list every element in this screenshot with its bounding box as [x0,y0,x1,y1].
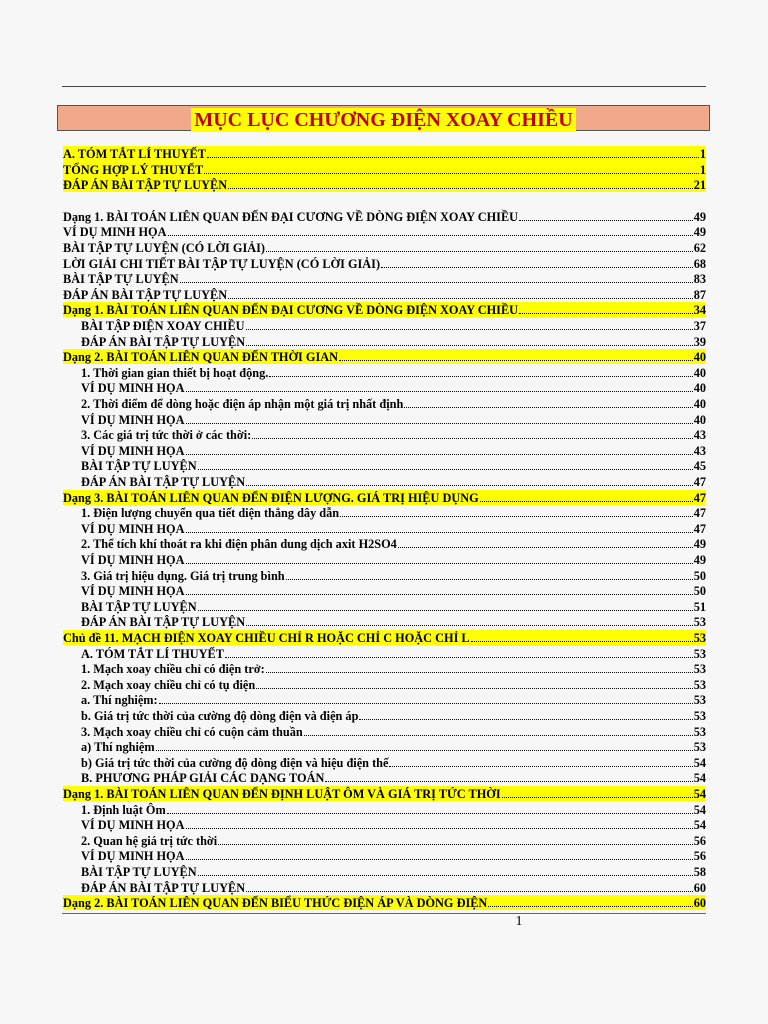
toc-entry-page: 54 [693,818,706,833]
toc-dot-leader [228,177,693,189]
toc-entry[interactable] [63,256,706,271]
toc-entry[interactable] [63,864,706,879]
toc-dot-leader [186,583,693,595]
toc-entry[interactable] [63,209,706,224]
toc-entry-title: 2. Thể tích khí thoát ra khi điện phân dung dịch axit H2SO4 [81,537,397,552]
toc-dot-leader [519,209,693,221]
toc-entry-title: ĐÁP ÁN BÀI TẬP TỰ LUYỆN [81,334,246,349]
toc-entry-title: VÍ DỤ MINH HỌA [81,521,185,536]
toc-entry-page: 47 [693,490,706,505]
toc-entry-title: ĐÁP ÁN BÀI TẬP TỰ LUYỆN [81,880,246,895]
toc-entry-page: 1 [699,162,706,177]
toc-dot-leader [186,380,693,392]
toc-entry-page: 53 [693,677,706,692]
toc-entry[interactable] [63,724,706,739]
toc-entry[interactable] [63,224,706,239]
toc-entry[interactable] [63,630,706,645]
toc-entry-page: 40 [693,412,706,427]
toc-entry-title: 1. Thời gian gian thiết bị hoạt động. [81,365,269,380]
toc-entry[interactable] [63,614,706,629]
toc-entry-title: LỜI GIẢI CHI TIẾT BÀI TẬP TỰ LUYỆN (CÓ LỜI GIẢI) [63,256,381,271]
toc-dot-leader [246,614,693,626]
toc-dot-leader [225,646,693,658]
toc-entry[interactable] [63,583,706,598]
toc-entry[interactable] [63,770,706,785]
toc-entry-title: 2. Mạch xoay chiều chỉ có tụ điện [81,677,256,692]
toc-dot-leader [167,802,693,814]
toc-entry-title: B. PHƯƠNG PHÁP GIẢI CÁC DẠNG TOÁN [81,771,325,786]
toc-entry-title: Dạng 3. BÀI TOÁN LIÊN QUAN ĐẾN ĐIỆN LƯỢNG. GIÁ TRỊ HIỆU DỤNG [63,490,479,505]
toc-entry[interactable] [63,287,706,302]
toc-entry-page: 87 [693,287,706,302]
toc-entry-title: VÍ DỤ MINH HỌA [63,225,167,240]
toc-dot-leader [180,271,693,283]
toc-dot-leader [266,240,693,252]
toc-entry-page: 58 [693,865,706,879]
toc-dot-leader [186,848,693,860]
toc-entry-page: 54 [693,787,706,801]
toc-entry-title: 3. Mạch xoay chiều chỉ có cuộn cảm thuần [81,724,303,739]
toc-entry[interactable] [63,895,706,910]
toc-dot-leader [246,334,693,346]
toc-dot-leader [269,365,692,377]
toc-entry-page: 51 [693,599,706,614]
toc-entry-title: VÍ DỤ MINH HỌA [81,412,185,427]
toc-entry[interactable] [63,817,706,832]
toc-entry-title: TỔNG HỢP LÝ THUYẾT [63,162,204,177]
toc-entry-page: 40 [693,381,706,396]
page-number: 1 [515,914,523,929]
toc-entry[interactable] [63,458,706,473]
toc-entry-page: 54 [693,771,706,786]
toc-dot-leader [256,677,692,689]
toc-entry-title: Dạng 2. BÀI TOÁN LIÊN QUAN ĐẾN THỜI GIAN [63,350,339,365]
toc-entry-title: a) Thí nghiệm [81,740,155,755]
toc-dot-leader [286,568,693,580]
toc-entry-page: 53 [693,615,706,630]
toc-dot-leader [266,661,693,673]
toc-entry-title: Chủ đề 11. MẠCH ĐIỆN XOAY CHIỀU CHỈ R HOẶC CHỈ C HOẶC CHỈ L [63,631,470,645]
toc-dot-leader [198,458,693,470]
toc-entry-page: 43 [693,443,706,458]
toc-entry-page: 50 [693,568,706,583]
toc-entry-title: ĐÁP ÁN BÀI TẬP TỰ LUYỆN [81,475,246,489]
toc-entry-title: 1. Điện lượng chuyển qua tiết diện thẳng dây dẫn [81,506,340,521]
title-banner [57,105,710,131]
toc-entry[interactable] [63,349,706,364]
toc-dot-leader [252,427,692,439]
toc-entry-title: Dạng 2. BÀI TOÁN LIÊN QUAN ĐẾN BIỂU THỨC ĐIỆN ÁP VÀ DÒNG ĐIỆN [63,896,488,911]
toc-entry-title: VÍ DỤ MINH HỌA [81,849,185,864]
toc-entry-page: 47 [693,475,706,489]
toc-entry[interactable] [63,848,706,863]
toc-dot-leader [186,443,693,455]
toc-entry[interactable] [63,646,706,661]
toc-entry[interactable] [63,177,706,192]
toc-entry[interactable] [63,396,706,411]
toc-entry[interactable] [63,552,706,567]
toc-entry[interactable] [63,334,706,349]
toc-entry[interactable] [63,521,706,536]
toc-dot-leader [198,599,693,611]
toc-entry-title: BÀI TẬP TỰ LUYỆN (CÓ LỜI GIẢI) [63,241,266,255]
toc-entry-page: 60 [693,880,706,895]
toc-dot-leader [519,302,693,314]
toc-entry-page: 68 [693,256,706,271]
toc-dot-leader [246,318,693,330]
toc-entry-page: 56 [693,833,706,848]
toc-entry[interactable] [63,146,706,161]
toc-dot-leader [340,505,693,517]
toc-entry[interactable] [63,240,706,255]
toc-entry-page: 56 [693,849,706,864]
toc-entry-title: A. TÓM TẮT LÍ THUYẾT [81,646,224,661]
toc-entry-title: ĐÁP ÁN BÀI TẬP TỰ LUYỆN [63,178,228,193]
toc-entry-title: 2. Quan hệ giá trị tức thời [81,833,218,848]
toc-entry-title: 3. Giá trị hiệu dụng. Giá trị trung bình [81,568,285,583]
toc-entry-page: 53 [693,709,706,723]
toc-entry-title: b) Giá trị tức thời của cường độ dòng điện và hiệu điện thế [81,755,389,770]
toc-dot-leader [404,396,692,408]
toc-dot-leader [207,146,699,158]
toc-dot-leader [246,474,693,486]
toc-dot-leader [502,786,693,798]
toc-entry[interactable] [63,568,706,583]
toc-entry[interactable] [63,162,706,177]
toc-dot-leader [186,412,693,424]
toc-entry-page: 39 [693,334,706,349]
toc-entry-title: BÀI TẬP TỰ LUYỆN [81,459,197,474]
toc-entry-page: 83 [693,272,706,287]
toc-entry-page: 43 [693,428,706,443]
toc-entry[interactable] [63,661,706,676]
toc-entry-title: BÀI TẬP TỰ LUYỆN [63,272,179,287]
toc-entry[interactable] [63,302,706,317]
toc-entry-page: 47 [693,521,706,536]
toc-dot-leader [159,692,693,704]
toc-entry-title: b. Giá trị tức thời của cường độ dòng điện và điện áp [81,709,359,723]
toc-entry[interactable] [63,692,706,707]
toc-entry-title: 2. Thời điểm để dòng hoặc điện áp nhận một giá trị nhất định [81,397,404,411]
toc-dot-leader [304,724,693,736]
toc-dot-leader [186,552,693,564]
toc-entry-title: BÀI TẬP ĐIỆN XOAY CHIỀU [81,319,245,333]
toc-entry[interactable] [63,786,706,801]
toc-entry[interactable] [63,880,706,895]
toc-entry-title: 3. Các giá trị tức thời ở các thời: [81,428,252,443]
toc-entry[interactable] [63,677,706,692]
toc-entry-page: 49 [693,537,706,552]
toc-dot-leader [398,536,693,548]
toc-entry[interactable] [63,599,706,614]
toc-dot-leader [471,630,693,642]
toc-entry[interactable] [63,802,706,817]
toc-entry-page: 34 [693,303,706,318]
toc-entry-title: VÍ DỤ MINH HỌA [81,443,185,458]
toc-entry[interactable] [63,412,706,427]
toc-dot-leader [339,349,693,361]
toc-dot-leader [325,770,692,782]
toc-entry-page: 47 [693,506,706,521]
toc-entry-page: 53 [693,724,706,739]
toc-dot-leader [186,817,693,829]
toc-entry-title: BÀI TẬP TỰ LUYỆN [81,865,197,879]
toc-entry-title: ĐÁP ÁN BÀI TẬP TỰ LUYỆN [81,615,246,630]
toc-dot-leader [168,224,693,236]
toc-entry-page: 53 [693,631,706,645]
toc-entry-page: 54 [693,802,706,817]
toc-entry-title: ĐÁP ÁN BÀI TẬP TỰ LUYỆN [63,287,228,302]
toc-dot-leader [204,162,699,174]
toc-entry-page: 50 [693,584,706,599]
toc-entry-title: VÍ DỤ MINH HỌA [81,553,185,567]
toc-entry-page: 53 [693,662,706,677]
toc-entry-page: 40 [693,365,706,380]
toc-entry-page: 53 [693,646,706,661]
toc-entry[interactable] [63,536,706,551]
toc-entry-page: 49 [693,225,706,240]
toc-entry[interactable] [63,380,706,395]
toc-entry[interactable] [63,833,706,848]
toc-entry-title: VÍ DỤ MINH HỌA [81,584,185,599]
toc-entry-title: BÀI TẬP TỰ LUYỆN [81,599,197,614]
toc-entry-page: 53 [693,693,706,708]
toc-entry[interactable] [63,739,706,754]
toc-entry[interactable] [63,490,706,505]
toc-dot-leader [228,287,693,299]
toc-dot-leader [381,256,693,268]
toc-dot-leader [218,833,693,845]
toc-entry-page: 21 [693,178,706,193]
toc-entry[interactable] [63,443,706,458]
toc-entry-title: VÍ DỤ MINH HỌA [81,818,185,833]
toc-dot-leader [186,521,693,533]
toc-entry-title: Dạng 1. BÀI TOÁN LIÊN QUAN ĐẾN ĐỊNH LUẬT ÔM VÀ GIÁ TRỊ TỨC THỜI [63,787,501,801]
toc-entry-page: 49 [693,553,706,567]
toc-dot-leader [246,880,693,892]
toc-dot-leader [488,895,692,907]
toc-entry[interactable] [63,271,706,286]
toc-dot-leader [198,864,693,876]
toc-entry-title: 1. Định luật Ôm [81,802,166,817]
toc-entry-page: 62 [693,241,706,255]
toc-entry[interactable] [63,755,706,770]
toc-entry-page: 40 [693,397,706,411]
toc-entry[interactable] [63,318,706,333]
toc-dot-leader [389,755,692,767]
toc-entry-title: 1. Mạch xoay chiều chỉ có điện trở: [81,662,265,677]
toc-entry[interactable] [63,365,706,380]
toc-entry-page: 54 [693,755,706,770]
header-rule [62,86,706,87]
toc-entry-title: a. Thí nghiệm: [81,693,158,708]
toc-entry-page: 1 [699,147,706,161]
toc-entry-page: 60 [693,896,706,911]
toc-entry-page: 37 [693,319,706,333]
toc-entry[interactable] [63,505,706,520]
toc-entry[interactable] [63,427,706,442]
toc-entry-page: 40 [693,350,706,365]
toc-entry-title: Dạng 1. BÀI TOÁN LIÊN QUAN ĐẾN ĐẠI CƯƠNG VỀ DÒNG ĐIỆN XOAY CHIỀU [63,209,519,224]
toc-dot-leader [480,490,693,502]
toc-entry-page: 45 [693,459,706,474]
toc-entry-page: 53 [693,740,706,755]
toc-entry-title: A. TÓM TẮT LÍ THUYẾT [63,147,206,161]
toc-entry-title: Dạng 1. BÀI TOÁN LIÊN QUAN ĐẾN ĐẠI CƯƠNG VỀ DÒNG ĐIỆN XOAY CHIỀU [63,303,519,318]
toc-entry[interactable] [63,708,706,723]
toc-entry-title: VÍ DỤ MINH HỌA [81,381,185,396]
toc-dot-leader [359,708,692,720]
document-title: MỤC LỤC CHƯƠNG ĐIỆN XOAY CHIỀU [191,108,575,132]
toc-dot-leader [156,739,693,751]
toc-entry-page: 49 [693,209,706,224]
toc-entry[interactable] [63,474,706,489]
